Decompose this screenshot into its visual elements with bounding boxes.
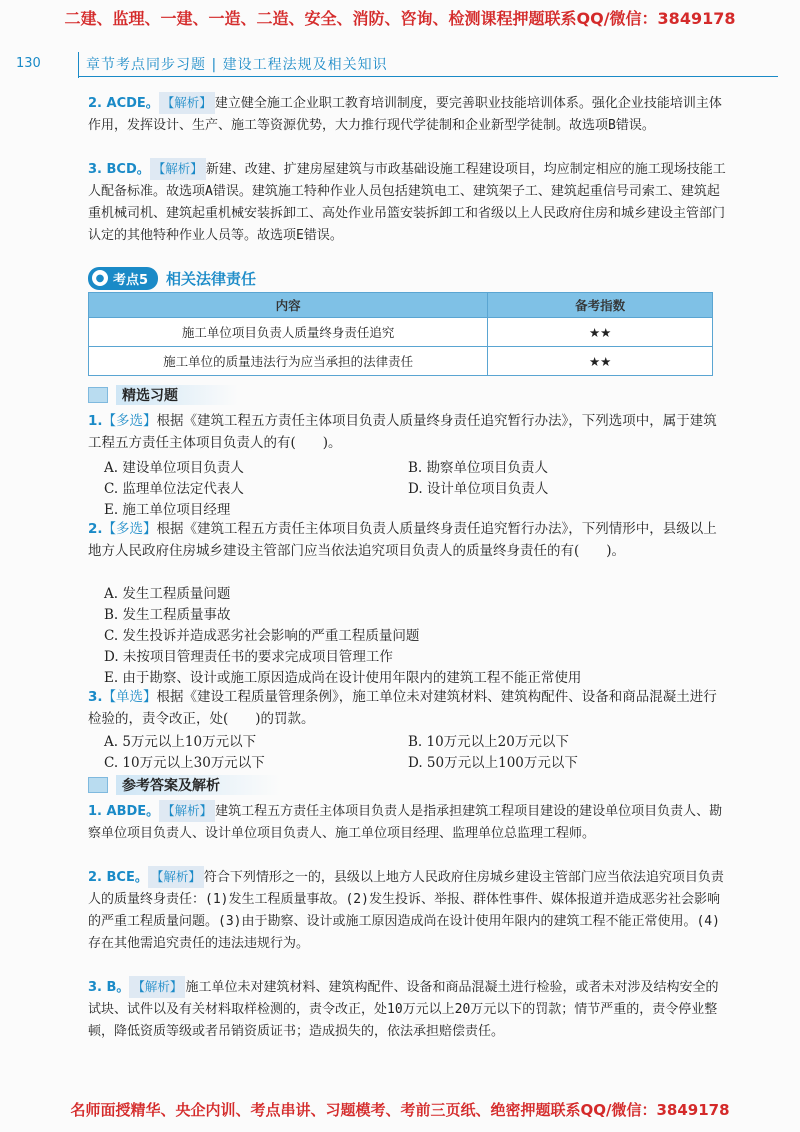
answer-number: 3. BCD。 (88, 162, 150, 177)
option-d: D. 未按项目管理责任书的要求完成项目管理工作 (104, 649, 393, 665)
prev-answer-3 (88, 158, 726, 247)
answer-text: 施工单位未对建筑材料、建筑构配件、设备和商品混凝土进行检验，或者未对涉及结构安全的试块、试件以及有关材料取样检测的，责令改正，处10万元以上20万元以下的罚款；情节严重的，责令停业整顿，降低资质等级或者吊销资质证书；造成损失的，依法承担赔偿责任。 (88, 980, 719, 1039)
answer-2 (88, 866, 726, 955)
answer-text: 建立健全施工企业职工教育培训制度，要完善职业技能培训体系。强化企业技能培训主体作用，发挥设计、生产、施工等资源优势，大力推行现代学徒制和企业新型学徒制。故选项B错误。 (88, 96, 722, 133)
analysis-tag: 【解析】 (148, 866, 204, 888)
analysis-tag: 【解析】 (150, 158, 206, 180)
prev-answer-2 (88, 92, 726, 137)
option-c: C. 监理单位法定代表人 (104, 481, 244, 497)
knowledge-point-header (88, 267, 256, 289)
question-2 (88, 518, 726, 562)
knowledge-point-title: 相关法律责任 (166, 269, 257, 288)
question-number: 1. (88, 413, 103, 429)
question-3 (88, 686, 726, 730)
question-type-tag: 【多选】 (102, 413, 157, 429)
option-b: B. 发生工程质量事故 (104, 607, 231, 623)
option-b: B. 10万元以上20万元以下 (408, 734, 569, 750)
page-number: 130 (16, 56, 41, 71)
section-title: 参考答案及解析 (116, 775, 280, 795)
table-cell: 施工单位项目负责人质量终身责任追究 (89, 318, 488, 347)
index-table (88, 292, 713, 376)
question-text: 根据《建筑工程五方责任主体项目负责人质量终身责任追究暂行办法》，下列情形中，县级以上地方人民政府住房城乡建设主管部门应当依法追究项目负责人的质量终身责任的有( )。 (88, 521, 717, 559)
pin-icon: ● (92, 270, 108, 286)
section-answers (88, 776, 713, 794)
option-e: E. 由于勘察、设计或施工原因造成尚在设计使用年限内的建筑工程不能正常使用 (104, 670, 582, 686)
top-banner: 二建、监理、一建、一造、二造、安全、消防、咨询、检测课程押题联系QQ/微信：3849178 (64, 9, 736, 28)
header-title: 章节考点同步习题 | 建设工程法规及相关知识 (86, 57, 388, 73)
answer-text: 符合下列情形之一的，县级以上地方人民政府住房城乡建设主管部门应当依法追究项目负责人的质量终身责任：(1)发生工程质量事故。(2)发生投诉、举报、群体性事件、媒体报道并造成恶劣社会影响的严重工程质量问题。(3)由于勘察、设计或施工原因造成尚在设计使用年限内的建筑工程不能正常使用。(4)存在其他需追究责任的违法违规行为。 (88, 870, 724, 951)
option-a: A. 发生工程质量问题 (104, 586, 231, 602)
option-d: D. 设计单位项目负责人 (408, 481, 549, 497)
table-header-cell: 备考指数 (488, 293, 713, 318)
option-e: E. 施工单位项目经理 (104, 502, 231, 518)
answer-number: 3. B。 (88, 980, 130, 995)
option-d: D. 50万元以上100万元以下 (408, 755, 578, 771)
option-a: A. 5万元以上10万元以下 (104, 734, 257, 750)
answer-1 (88, 800, 726, 845)
section-exercises (88, 386, 713, 404)
header-rule (78, 76, 778, 77)
answer-number: 2. ACDE。 (88, 96, 159, 111)
question-1 (88, 410, 726, 454)
badge-label: 考点5 (113, 272, 149, 288)
table-header-cell: 内容 (89, 293, 488, 318)
table-header-row (89, 293, 713, 318)
answer-3 (88, 976, 726, 1043)
answer-text: 新建、改建、扩建房屋建筑与市政基础设施工程建设项目，均应制定相应的施工现场技能工人配备标准。故选项A错误。建筑施工特种作业人员包括建筑电工、建筑架子工、建筑起重信号司索工、建筑起重机械司机、建筑起重机械安装拆卸工、高处作业吊篮安装拆卸工和省级以上人民政府住房和城乡建设主管部门认定的其他特种作业人员等。故选项E错误。 (88, 162, 726, 243)
table-cell: ★★ (488, 347, 713, 376)
knowledge-point-badge (88, 267, 158, 290)
question-number: 3. (88, 689, 103, 705)
analysis-tag: 【解析】 (129, 976, 185, 998)
analysis-tag: 【解析】 (159, 92, 215, 114)
section-title: 精选习题 (116, 385, 238, 405)
question-number: 2. (88, 521, 103, 537)
option-a: A. 建设单位项目负责人 (104, 460, 244, 476)
question-text: 根据《建设工程质量管理条例》，施工单位未对建筑材料、建筑构配件、设备和商品混凝土进行检验的，责令改正，处( )的罚款。 (88, 689, 717, 727)
option-c: C. 10万元以上30万元以下 (104, 755, 265, 771)
table-cell: 施工单位的质量违法行为应当承担的法律责任 (89, 347, 488, 376)
option-b: B. 勘察单位项目负责人 (408, 460, 549, 476)
question-text: 根据《建筑工程五方责任主体项目负责人质量终身责任追究暂行办法》，下列选项中，属于建筑工程五方责任主体项目负责人的有( )。 (88, 413, 717, 451)
table-cell: ★★ (488, 318, 713, 347)
question-type-tag: 【多选】 (102, 521, 157, 537)
section-icon (88, 387, 108, 403)
header-divider (78, 52, 79, 78)
answer-number: 1. ABDE。 (88, 804, 160, 819)
answer-number: 2. BCE。 (88, 870, 148, 885)
answer-text: 建筑工程五方责任主体项目负责人是指承担建筑工程项目建设的建设单位项目负责人、勘察单位项目负责人、设计单位项目负责人、施工单位项目经理、监理单位总监理工程师。 (88, 804, 723, 841)
option-c: C. 发生投诉并造成恶劣社会影响的严重工程质量问题 (104, 628, 420, 644)
analysis-tag: 【解析】 (159, 800, 215, 822)
section-icon (88, 777, 108, 793)
table-row (89, 318, 713, 347)
bottom-banner: 名师面授精华、央企内训、考点串讲、习题模考、考前三页纸、绝密押题联系QQ/微信：3849178 (70, 1101, 730, 1119)
question-type-tag: 【单选】 (102, 689, 157, 705)
page-header (0, 52, 800, 80)
table-row (89, 347, 713, 376)
